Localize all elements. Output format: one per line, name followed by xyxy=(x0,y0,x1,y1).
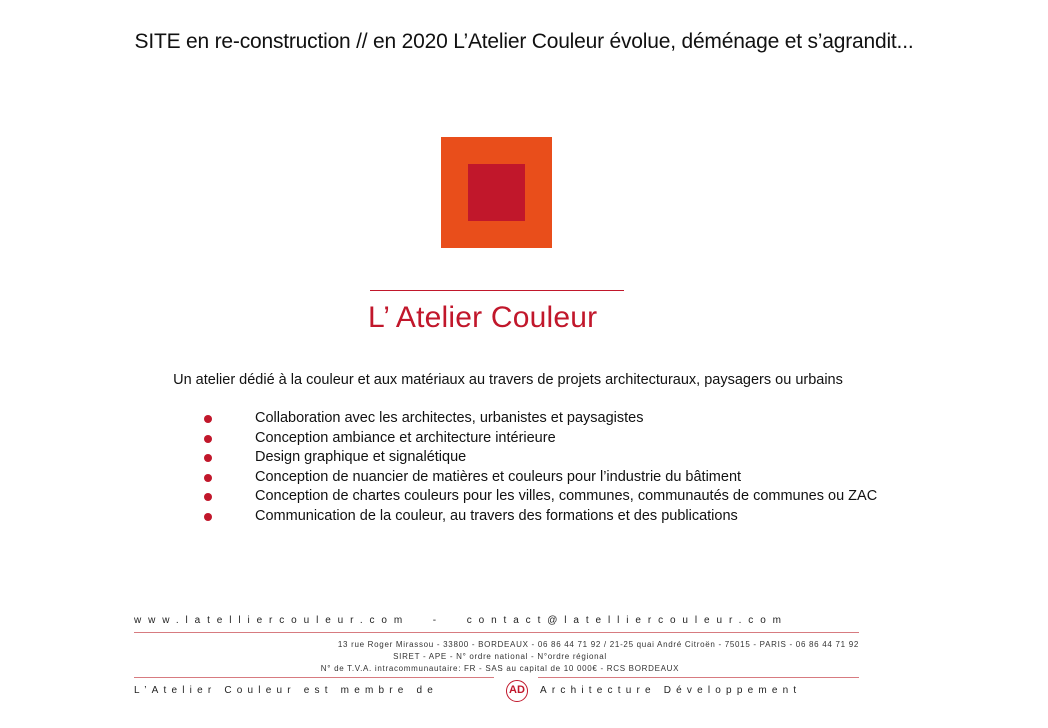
site-notice-banner: SITE en re-construction // en 2020 L’Atelier Couleur évolue, déménage et s’agrandit... xyxy=(134,30,914,53)
service-text: Conception de nuancier de matières et couleurs pour l’industrie du bâtiment xyxy=(255,468,742,485)
footer-contact-line xyxy=(134,615,788,626)
bullet-icon xyxy=(204,513,212,521)
footer-divider-right xyxy=(538,677,859,678)
brand-divider xyxy=(370,290,624,291)
brand-name: L’ Atelier Couleur xyxy=(368,301,598,334)
services-list xyxy=(202,409,877,527)
list-item xyxy=(202,468,877,488)
footer-divider-top xyxy=(134,632,859,633)
footer-address: 13 rue Roger Mirassou - 33800 - BORDEAUX - 06 86 44 71 92 / 21-25 quai André Citroën - 75015 - PARIS - 06 86 44 71 92 xyxy=(337,640,859,649)
logo-inner-square xyxy=(468,164,525,221)
bullet-icon xyxy=(204,435,212,443)
member-prefix: L’Atelier Couleur est membre de xyxy=(134,685,439,696)
list-item xyxy=(202,507,877,527)
bullet-icon xyxy=(204,493,212,501)
email-link[interactable]: contact@latelliercouleur.com xyxy=(466,615,788,626)
bullet-icon xyxy=(204,415,212,423)
service-text: Conception de chartes couleurs pour les villes, communes, communautés de communes ou ZAC xyxy=(255,488,878,505)
list-item xyxy=(202,409,877,429)
service-text: Collaboration avec les architectes, urbanistes et paysagistes xyxy=(255,410,644,426)
service-text: Conception ambiance et architecture intérieure xyxy=(255,429,556,446)
list-item xyxy=(202,448,877,468)
bullet-icon xyxy=(204,454,212,462)
bullet-icon xyxy=(204,474,212,482)
tagline: Un atelier dédié à la couleur et aux matériaux au travers de projets architecturaux, paysagers ou urbains xyxy=(173,372,843,388)
footer-divider-left xyxy=(134,677,494,678)
list-item xyxy=(202,487,877,507)
service-text: Communication de la couleur, au travers des formations et des publications xyxy=(255,507,738,524)
footer-tva: N° de T.V.A. intracommunautaire: FR - SAS au capital de 10 000€ - RCS BORDEAUX xyxy=(320,664,680,673)
ad-logo-icon: AD xyxy=(506,680,528,702)
member-name: Architecture Développement xyxy=(540,685,802,696)
logo-outer-square xyxy=(441,137,552,248)
list-item xyxy=(202,429,877,449)
website-link[interactable]: www.latelliercouleur.com xyxy=(134,615,410,626)
footer-siret: SIRET - APE - N° ordre national - N°ordre régional xyxy=(393,652,607,661)
service-text: Design graphique et signalétique xyxy=(255,449,467,466)
footer-separator: - xyxy=(432,615,444,626)
